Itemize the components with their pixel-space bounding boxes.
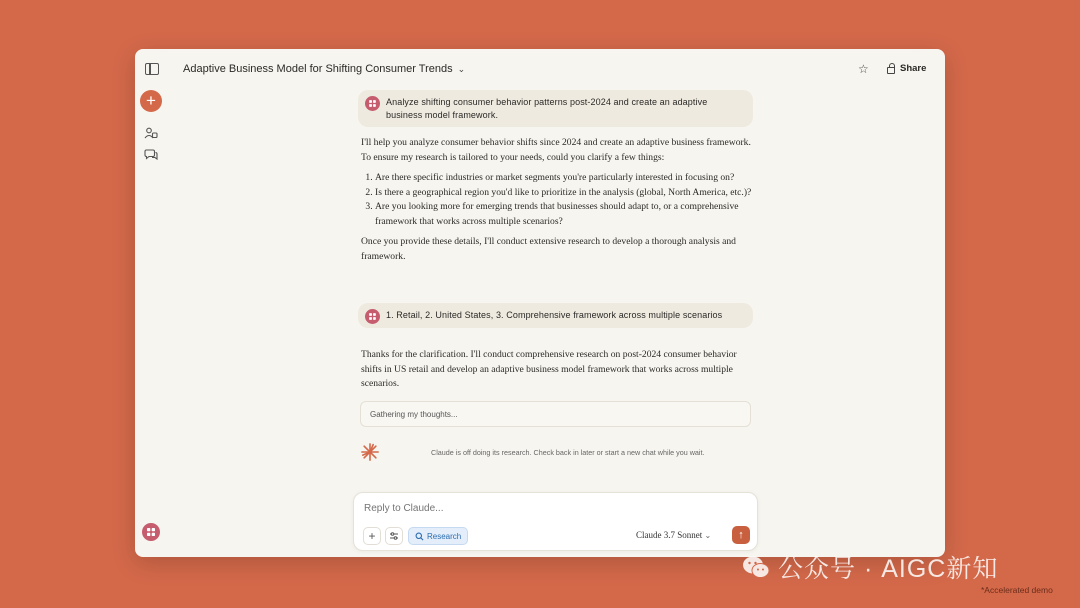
watermark-text: 公众号 · AIGC新知 [778, 555, 999, 583]
chat-title[interactable] [183, 63, 465, 75]
add-attachment-button[interactable] [363, 527, 381, 545]
search-icon [415, 532, 424, 541]
settings-button[interactable] [385, 527, 403, 545]
composer [353, 492, 758, 551]
question-list [361, 171, 753, 229]
demo-note: *Accelerated demo [981, 585, 1053, 595]
user-avatar-icon [365, 96, 380, 111]
research-status: Claude is off doing its research. Check back in later or start a new chat while you wait. [431, 448, 705, 457]
research-toggle[interactable] [408, 527, 468, 545]
share-button[interactable] [887, 63, 926, 74]
new-chat-button[interactable] [140, 90, 162, 112]
lock-icon [887, 67, 895, 74]
plus-icon: + [146, 91, 156, 110]
list-item: 1. Are there specific industries or market segments you're particularly interested in focusing on? [375, 171, 753, 186]
model-selector[interactable] [636, 530, 711, 540]
arrow-up-icon: ↑ [738, 529, 744, 541]
research-progress-box[interactable] [360, 401, 751, 427]
agents-icon[interactable] [144, 126, 158, 140]
thinking-text: Gathering my thoughts... [370, 410, 458, 419]
sliders-icon [389, 531, 399, 541]
assistant-message [361, 348, 753, 392]
app-window [135, 49, 945, 557]
share-label: Share [900, 63, 927, 74]
assistant-message [361, 136, 753, 264]
chevron-down-icon[interactable]: ⌄ [457, 63, 466, 74]
user-avatar-icon [365, 309, 380, 324]
chevron-down-icon: ⌄ [704, 531, 712, 540]
research-label: Research [427, 531, 462, 541]
sidebar-toggle-icon[interactable] [145, 63, 159, 75]
claude-spark-icon [361, 443, 379, 461]
user-message-text: 1. Retail, 2. United States, 3. Comprehensive framework across multiple scenarios [386, 310, 723, 320]
title-bar [135, 49, 945, 91]
user-message [358, 90, 753, 127]
list-item: 3. Are you looking more for emerging trends that businesses should adapt to, or a comprehensive framework that works across multiple scenarios? [375, 200, 753, 229]
chats-icon[interactable] [144, 147, 158, 161]
watermark [742, 549, 998, 585]
list-item: 2. Is there a geographical region you'd like to prioritize in the analysis (global, North America, etc.)? [375, 186, 753, 201]
chat-title-text: Adaptive Business Model for Shifting Consumer Trends [183, 63, 453, 75]
response-outro: Once you provide these details, I'll conduct extensive research to develop a thorough analysis and framework. [361, 236, 736, 262]
star-icon[interactable]: ☆ [858, 62, 869, 76]
reply-input[interactable] [364, 503, 724, 514]
plus-icon: + [368, 529, 376, 543]
user-message-text: Analyze shifting consumer behavior patterns post-2024 and create an adaptive business model framework. [386, 97, 708, 120]
response-intro: I'll help you analyze consumer behavior shifts since 2024 and create an adaptive business framework. To ensure my research is tailored to your needs, could you clarify a few things: [361, 137, 751, 163]
model-label: Claude 3.7 Sonnet [636, 530, 703, 540]
response-text: Thanks for the clarification. I'll conduct comprehensive research on post-2024 consumer behavior shifts in US retail and develop an adaptive business model framework that works across multiple scenarios. [361, 349, 737, 389]
avatar[interactable] [142, 523, 160, 541]
user-message [358, 303, 753, 328]
send-button[interactable] [732, 526, 750, 544]
wechat-logo-icon [742, 555, 770, 579]
